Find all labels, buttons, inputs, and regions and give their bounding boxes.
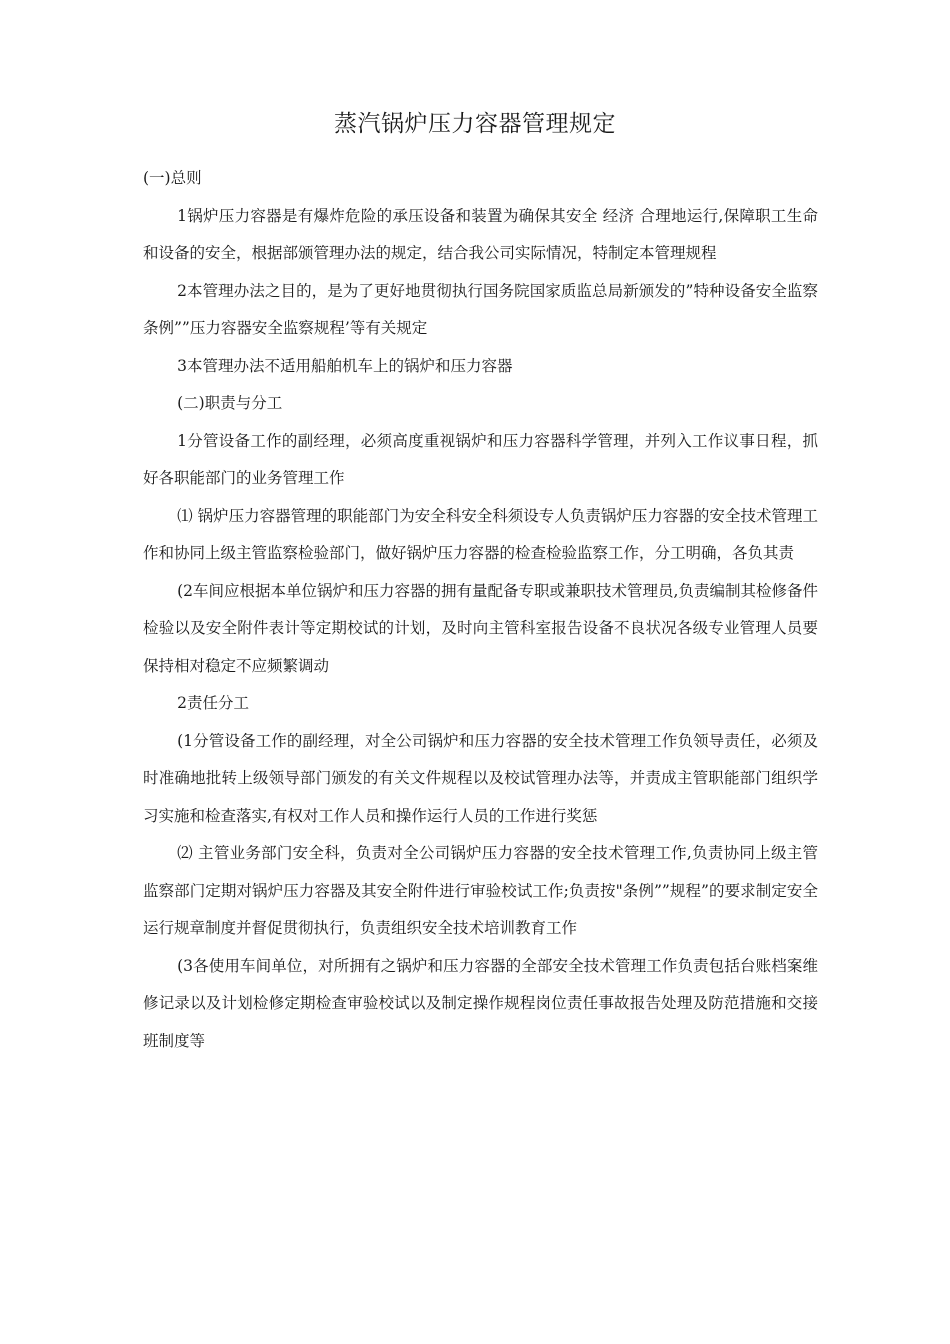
- paragraph: 1锅炉压力容器是有爆炸危险的承压设备和装置为确保其安全 经济 合理地运行,保障职工生命和设备的安全，根据部颁管理办法的规定，结合我公司实际情况，特制定本管理规程: [143, 206, 818, 262]
- paragraph: ⑴ 锅炉压力容器管理的职能部门为安全科安全科须设专人负责锅炉压力容器的安全技术管理工作和协同上级主管监察检验部门，做好锅炉压力容器的检查检验监察工作，分工明确，各负其责: [143, 506, 818, 562]
- document-body: [143, 160, 818, 1060]
- section-heading-general: (一)总则: [143, 169, 202, 187]
- paragraph: (1分管设备工作的副经理，对全公司锅炉和压力容器的安全技术管理工作负领导责任，必须及时准确地批转上级领导部门颁发的有关文件规程以及校试管理办法等，并责成主管职能部门组织学习实施和检查落实,有权对工作人员和操作运行人员的工作进行奖惩: [143, 731, 818, 825]
- paragraph: (3各使用车间单位，对所拥有之锅炉和压力容器的全部安全技术管理工作负责包括台账档案维修记录以及计划检修定期检查审验校试以及制定操作规程岗位责任事故报告处理及防范措施和交接班制度等: [143, 956, 818, 1050]
- paragraph: (2车间应根据本单位锅炉和压力容器的拥有量配备专职或兼职技术管理员,负责编制其检修备件检验以及安全附件表计等定期校试的计划，及时向主管科室报告设备不良状况各级专业管理人员要保持相对稳定不应频繁调动: [143, 581, 818, 675]
- section-heading-duties: (二)职责与分工: [177, 394, 283, 412]
- paragraph: ⑵ 主管业务部门安全科，负责对全公司锅炉压力容器的安全技术管理工作,负责协同上级主管监察部门定期对锅炉压力容器及其安全附件进行审验校试工作;负责按"条例””规程”的要求制定安全运行规章制度并督促贯彻执行，负责组织安全技术培训教育工作: [143, 844, 818, 937]
- paragraph: 2本管理办法之目的，是为了更好地贯彻执行国务院国家质监总局新颁发的”特种设备安全监察条例””压力容器安全监察规程’等有关规定: [143, 281, 818, 337]
- subsection-heading: 2责任分工: [177, 694, 249, 712]
- paragraph: 3本管理办法不适用船舶机车上的锅炉和压力容器: [177, 356, 513, 375]
- paragraph: 1分管设备工作的副经理，必须高度重视锅炉和压力容器科学管理，并列入工作议事日程，抓好各职能部门的业务管理工作: [143, 431, 818, 487]
- document-title: 蒸汽锅炉压力容器管理规定: [334, 111, 616, 137]
